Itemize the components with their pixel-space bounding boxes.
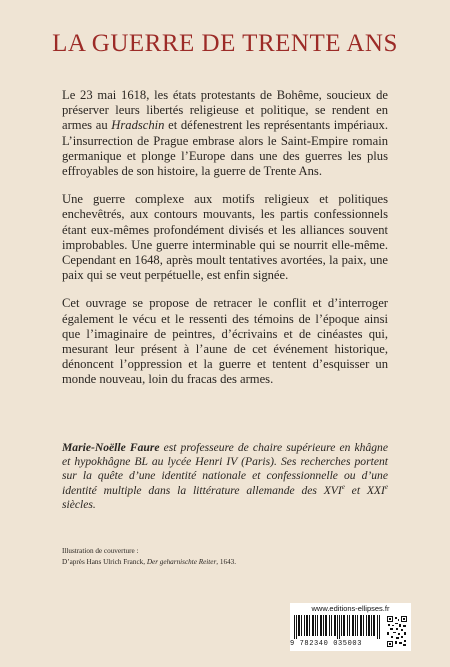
author-bio (62, 441, 388, 512)
author-bio-text: et XXI (344, 483, 385, 497)
superscript: e (384, 482, 388, 491)
publisher-url: www.editions-ellipses.fr (311, 604, 390, 613)
isbn-number: 9 782340 035003 (290, 640, 363, 648)
summary-paragraph-2: Une guerre complexe aux motifs religieux et politiques enchevêtrés, aux contours mouvants, les partis confessionnels étant eux-mêmes profondément divisés et les alliances souvent improbables. Une guerre interminable qui se nourrit elle-même. Cependant en 1648, après moult tentatives avortées, la paix, une paix qui se veut perpétuelle, est enfin signée. (62, 192, 388, 283)
qr-code (387, 616, 407, 647)
credit-text: D’après Hans Ulrich Franck, (62, 558, 147, 566)
author-bio-text: siècles. (62, 497, 96, 511)
credit-artwork-title: Der geharnischte Reiter (146, 558, 217, 566)
cover-illustration-credit (62, 546, 392, 568)
summary-paragraph-1 (62, 88, 388, 179)
author-bio-text: est professeure de chaire supérieure en khâgne et hypokhâgne BL au lycée Henri IV (Paris). Ses recherches portent sur la quête d’une identité nationale et confessionnelle ou d’une identité multiple dans la littérature allemande des XVI (62, 441, 388, 497)
paragraph-1-text-end: et défenestrent les représentants impériaux. L’insurrection de Prague embrase alors le Saint-Empire romain germanique et plonge l’Europe dans une des guerres les plus effroyables de son histoire, la guerre de Trente Ans. (62, 118, 389, 179)
credit-source (62, 557, 392, 568)
paragraph-1-italic: Hradschin (111, 118, 165, 133)
barcode-block (290, 603, 411, 651)
book-title: LA GUERRE DE TRENTE ANS (52, 30, 398, 57)
back-cover-summary (62, 88, 388, 401)
author-name: Marie-Noëlle Faure (62, 441, 160, 454)
isbn-barcode (294, 615, 382, 639)
superscript: e (341, 482, 345, 491)
summary-paragraph-3: Cet ouvrage se propose de retracer le conflit et d’interroger également le vécu et le ressenti des témoins de l’époque ainsi que l’imaginaire de peintres, d’écrivains et de cinéastes qui, mesurant leur présent à l’aune de cet événement historique, dénoncent l’oppression et la guerre et tentent d’esquisser un monde nouveau, loin du fracas des armes. (62, 296, 388, 387)
credit-text-end: , 1643. (216, 558, 237, 566)
paragraph-1-text: Le 23 mai 1618, les états protestants de Bohême, soucieux de préserver leurs libertés religieuse et politique, se rendent en armes au (62, 88, 388, 133)
credit-label: Illustration de couverture : (62, 547, 139, 555)
